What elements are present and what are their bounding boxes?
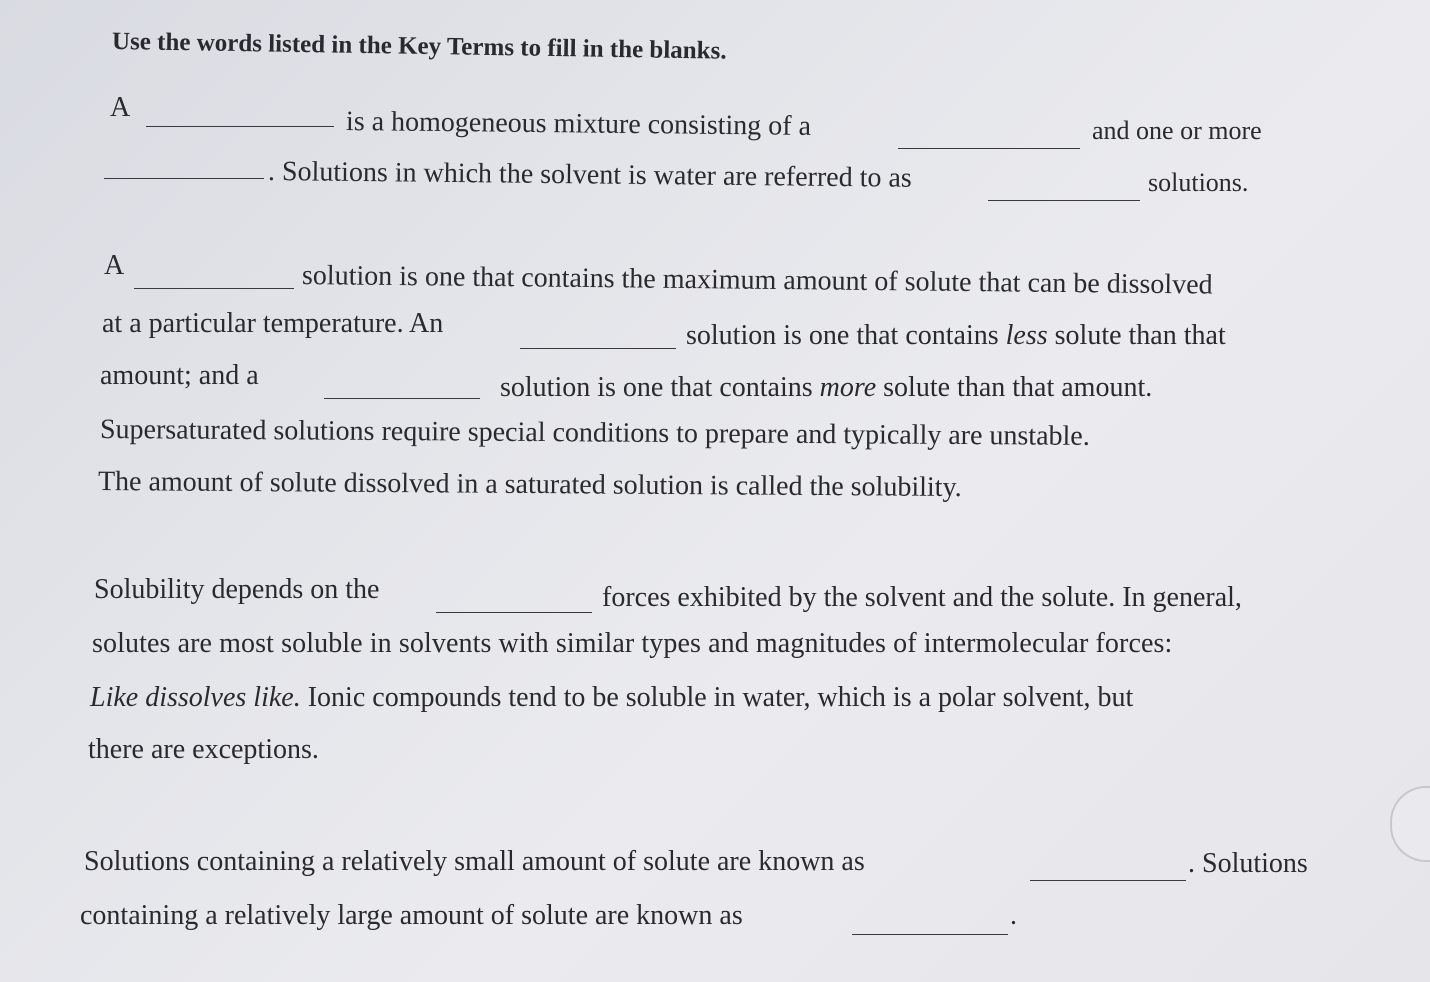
page-edge-curl bbox=[1390, 786, 1430, 862]
p4-text-3: containing a relatively large amount of solute are known as bbox=[80, 900, 743, 931]
p2-emphasis-less: less bbox=[1005, 320, 1048, 351]
p1-text-2: and one or more bbox=[1092, 116, 1262, 145]
blank-saturated[interactable] bbox=[134, 268, 294, 289]
p3-text-4 bbox=[90, 682, 1133, 714]
blank-solutes[interactable] bbox=[104, 158, 264, 179]
blank-solvent[interactable] bbox=[898, 128, 1080, 149]
p2-text-5 bbox=[500, 372, 1152, 404]
p1-text-3: . Solutions in which the solvent is water are referred to as bbox=[267, 156, 912, 194]
p3-text-3: solutes are most soluble in solvents with similar types and magnitudes of intermolecular forces: bbox=[92, 628, 1173, 659]
p2-text-3a: solution is one that contains bbox=[686, 320, 999, 351]
p2-text-6: Supersaturated solutions require special conditions to prepare and typically are unstable. bbox=[99, 414, 1090, 452]
p2-text-2: at a particular temperature. An bbox=[102, 308, 444, 339]
p4-text-1: Solutions containing a relatively small amount of solute are known as bbox=[84, 846, 865, 877]
p2-text-7: The amount of solute dissolved in a saturated solution is called the solubility. bbox=[97, 466, 962, 504]
blank-dilute[interactable] bbox=[1030, 860, 1186, 881]
p3-text-1: Solubility depends on the bbox=[94, 574, 380, 605]
p2-text-5b: solute than that amount. bbox=[883, 372, 1153, 403]
p4-text-2: . Solutions bbox=[1188, 848, 1308, 879]
p1-text-1: is a homogeneous mixture consisting of a bbox=[345, 106, 812, 142]
blank-aqueous[interactable] bbox=[988, 180, 1140, 201]
blank-intermolecular[interactable] bbox=[436, 592, 592, 613]
p2-text-3b: solute than that bbox=[1054, 320, 1226, 351]
blank-unsaturated[interactable] bbox=[520, 328, 676, 349]
p1-article: A bbox=[110, 92, 131, 123]
p3-text-2: forces exhibited by the solvent and the solute. In general, bbox=[602, 582, 1242, 613]
p1-text-4: solutions. bbox=[1148, 168, 1249, 197]
p2-text-5a: solution is one that contains bbox=[500, 372, 813, 403]
instructions-heading: Use the words listed in the Key Terms to fill in the blanks. bbox=[111, 28, 727, 65]
p2-emphasis-more: more bbox=[819, 372, 877, 403]
p4-text-4: . bbox=[1010, 900, 1017, 931]
p3-emphasis-like: Like dissolves like. bbox=[90, 682, 301, 713]
blank-solution[interactable] bbox=[146, 106, 334, 127]
p2-article: A bbox=[104, 250, 125, 281]
p2-text-1: solution is one that contains the maximum amount of solute that can be dissolved bbox=[301, 260, 1213, 301]
p3-text-4b: Ionic compounds tend to be soluble in water, which is a polar solvent, but bbox=[307, 682, 1134, 713]
p2-text-3 bbox=[686, 320, 1226, 352]
p3-text-5: there are exceptions. bbox=[88, 734, 319, 765]
p2-text-4: amount; and a bbox=[100, 360, 259, 391]
blank-supersaturated[interactable] bbox=[324, 378, 480, 399]
blank-concentrated[interactable] bbox=[852, 914, 1008, 935]
